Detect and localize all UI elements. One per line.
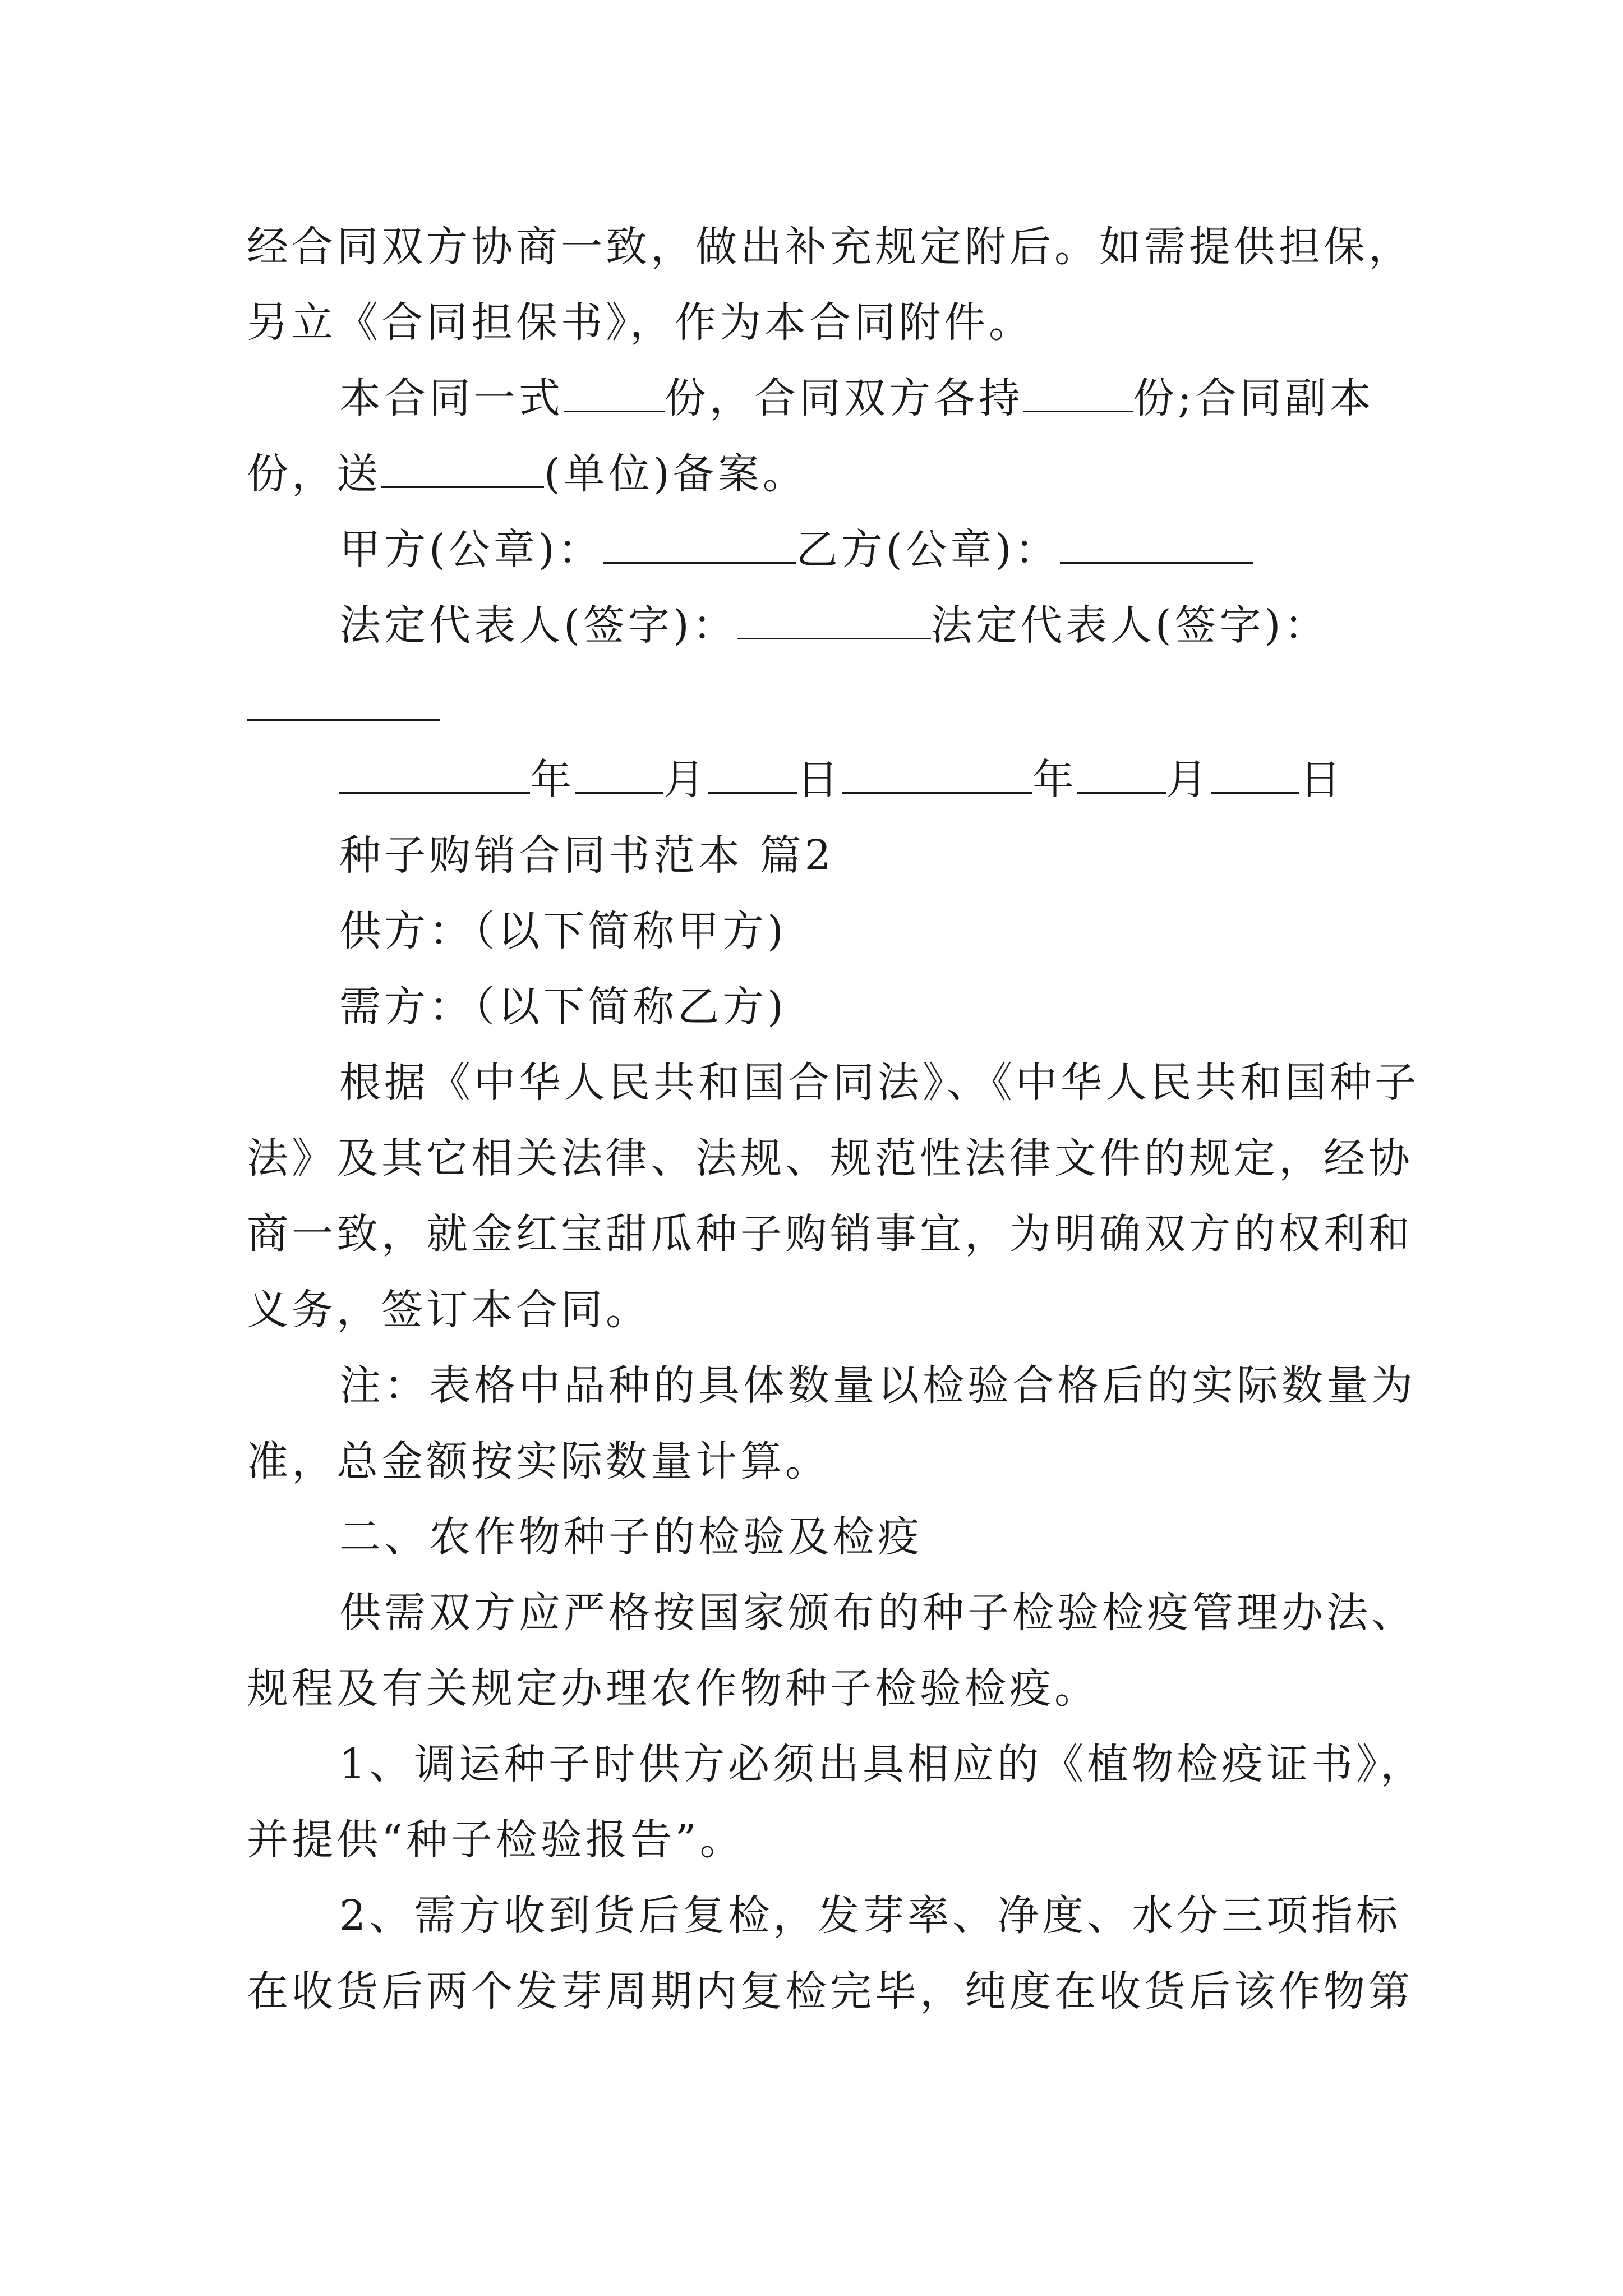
party-b-rep-label: 法定代表人(签字)： [930,601,1329,650]
blank-field [603,524,796,564]
month-label: 月 [1166,756,1211,804]
copies-text: 份;合同副本 [1133,374,1375,422]
blank-field [564,372,665,412]
year-label: 年 [530,756,575,804]
paragraph-line: 商一致，就金红宝甜瓜种子购销事宜，为明确双方的权利和 [247,1210,1413,1258]
blank-field [842,754,1032,794]
list-item-line: 在收货后两个发芽周期内复检完毕，纯度在收货后该作物第 [247,1967,1413,2016]
list-item-line: 1、调运种子时供方必须出具相应的《植物检疫证书》， [339,1740,1426,1788]
filing-text: 份，送 [247,450,381,498]
blank-field [708,754,797,794]
day-label: 日 [1299,756,1344,804]
copies-line [339,370,1375,426]
blank-field [575,754,663,794]
blank-field [1023,372,1133,412]
supplier-line: 供方：（以下简称甲方) [339,907,787,955]
party-a-seal-label: 甲方(公章)： [339,526,603,574]
date-line [339,752,1344,808]
paragraph-line: 注：表格中品种的具体数量以检验合格后的实际数量为 [339,1361,1416,1410]
list-item-line: 2、需方收到货后复检，发芽率、净度、水分三项指标 [339,1892,1401,1940]
paragraph-line: 法》及其它相关法律、法规、规范性法律文件的规定，经协 [247,1134,1413,1182]
filing-line [247,446,808,502]
filing-text: (单位)备案。 [544,450,808,498]
month-label: 月 [663,756,708,804]
day-label: 日 [797,756,842,804]
copies-text: 份，合同双方各持 [665,374,1023,422]
blank-field [737,600,931,639]
paragraph-line: 义务，签订本合同。 [247,1286,651,1334]
paragraph-line: 经合同双方协商一致，做出补充规定附后。如需提供担保， [247,223,1413,271]
party-b-seal-label: 乙方(公章)： [796,526,1060,574]
blank-field [1060,524,1253,564]
year-label: 年 [1032,756,1077,804]
paragraph-line: 供需双方应严格按国家颁布的种子检验检疫管理办法、 [339,1589,1416,1637]
paragraph-line: 另立《合同担保书》，作为本合同附件。 [247,298,1034,347]
section-heading: 种子购销合同书范本 篇2 [339,831,834,880]
list-item-line: 并提供“种子检验报告”。 [247,1816,745,1864]
copies-text: 本合同一式 [339,374,564,422]
section-heading: 二、农作物种子的检验及检疫 [339,1513,923,1561]
blank-field [247,719,440,721]
paragraph-line: 准，总金额按实际数量计算。 [247,1437,830,1485]
blank-field [381,448,544,488]
blank-field [1077,754,1166,794]
seal-line [339,522,1253,578]
representative-line [339,597,1329,654]
paragraph-line: 根据《中华人民共和国合同法》、《中华人民共和国种子 [339,1059,1419,1107]
blank-field [339,754,530,794]
buyer-line: 需方：（以下简称乙方) [339,983,787,1031]
paragraph-line: 规程及有关规定办理农作物种子检验检疫。 [247,1664,1099,1713]
party-a-rep-label: 法定代表人(签字)： [339,601,737,650]
blank-field [1211,754,1299,794]
